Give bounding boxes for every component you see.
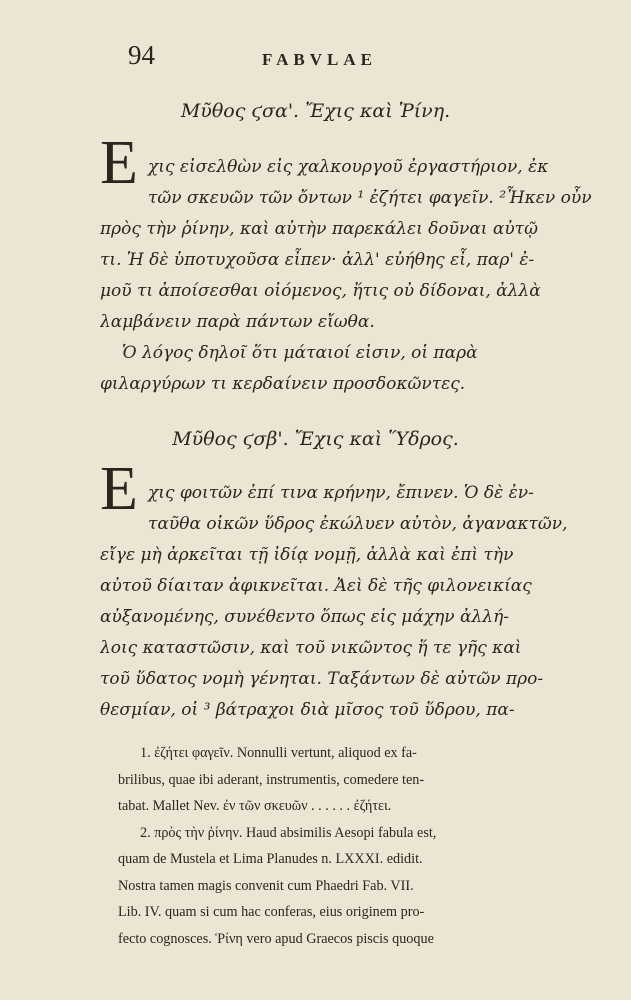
text-line: χις φοιτῶν ἐπί τινα κρήνην, ἔπινεν. Ὁ δὲ ἐν- <box>148 483 534 503</box>
footnote-line: 1. ἐζήτει φαγεῖν. Nonnulli vertunt, aliquod ex fa- <box>140 745 417 761</box>
text-line: μοῦ τι ἀποίσεσθαι οἰόμενος, ἥτις οὐ δίδοναι, ἀλλὰ <box>100 281 541 301</box>
text-line: εἴγε μὴ ἀρκεῖται τῇ ἰδίᾳ νομῇ, ἀλλὰ καὶ ἐπὶ τὴν <box>100 545 514 565</box>
footnote-line: tabat. Mallet Nev. ἐν τῶν σκευῶν . . . . . . ἐζήτει. <box>118 798 392 814</box>
text-line: τοῦ ὕδατος νομὴ γένηται. Ταξάντων δὲ αὐτῶν προ- <box>100 669 544 689</box>
footnote-line: fecto cognosces. Ῥίνη vero apud Graecos piscis quoque <box>118 930 434 947</box>
page-header <box>0 38 631 78</box>
text-line: λαμβάνειν παρὰ πάντων εἴωθα. <box>100 312 375 332</box>
text-line: χις εἰσελθὼν εἰς χαλκουργοῦ ἐργαστήριον, ἐκ <box>148 157 549 177</box>
footnote-line: Nostra tamen magis convenit cum Phaedri Fab. VII. <box>118 877 414 894</box>
text-line: τι. Ἡ δὲ ὑποτυχοῦσα εἶπεν· ἀλλ' εὐήθης εἶ, παρ' ἐ- <box>100 250 535 270</box>
footnote-line: quam de Mustela et Lima Planudes n. LXXXI. edidit. <box>118 851 423 867</box>
moral-line: φιλαργύρων τι κερδαίνειν προσδοκῶντες. <box>100 374 466 394</box>
footnote-line: 2. πρὸς τὴν ῥίνην. Haud absimilis Aesopi fabula est, <box>140 824 437 841</box>
drop-cap-2: E <box>100 455 138 523</box>
text-line: αὐξανομένης, συνέθεντο ὅπως εἰς μάχην ἀλλή- <box>100 607 509 627</box>
fable-title-2: Μῦθος ϛσβ'. Ἔχις καὶ Ὕδρος. <box>172 428 459 450</box>
drop-cap-1: E <box>100 129 138 197</box>
fable-text-1 <box>100 152 600 400</box>
text-line: λοις καταστῶσιν, καὶ τοῦ νικῶντος ἥ τε γῆς καὶ <box>100 638 522 658</box>
page-number: 94 <box>128 40 155 70</box>
text-line: ταῦθα οἰκῶν ὕδρος ἐκώλυεν αὐτὸν, ἀγανακτῶν, <box>148 514 568 534</box>
text-line: τῶν σκευῶν τῶν ὄντων ¹ ἐζήτει φαγεῖν. ²Ἧκεν οὖν <box>148 188 592 208</box>
running-title: FABVLAE <box>262 50 377 69</box>
fable-text-2 <box>100 478 600 726</box>
fable-title-1: Μῦθος ϛσα'. Ἔχις καὶ Ῥίνη. <box>180 100 451 122</box>
footnote-line: Lib. IV. quam si cum hac conferas, eius originem pro- <box>118 904 425 920</box>
text-line: πρὸς τὴν ῥίνην, καὶ αὐτὴν παρεκάλει δοῦναι αὐτῷ <box>100 219 538 239</box>
footnotes <box>118 740 600 952</box>
text-line: θεσμίαν, οἱ ³ βάτραχοι διὰ μῖσος τοῦ ὕδρου, πα- <box>100 700 515 720</box>
footnote-line: brilibus, quae ibi aderant, instrumentis, comedere ten- <box>118 771 425 788</box>
moral-line: Ὁ λόγος δηλοῖ ὅτι μάταιοί εἰσιν, οἱ παρὰ <box>122 343 478 363</box>
text-line: αὐτοῦ δίαιταν ἀφικνεῖται. Ἀεὶ δὲ τῆς φιλονεικίας <box>100 576 532 596</box>
